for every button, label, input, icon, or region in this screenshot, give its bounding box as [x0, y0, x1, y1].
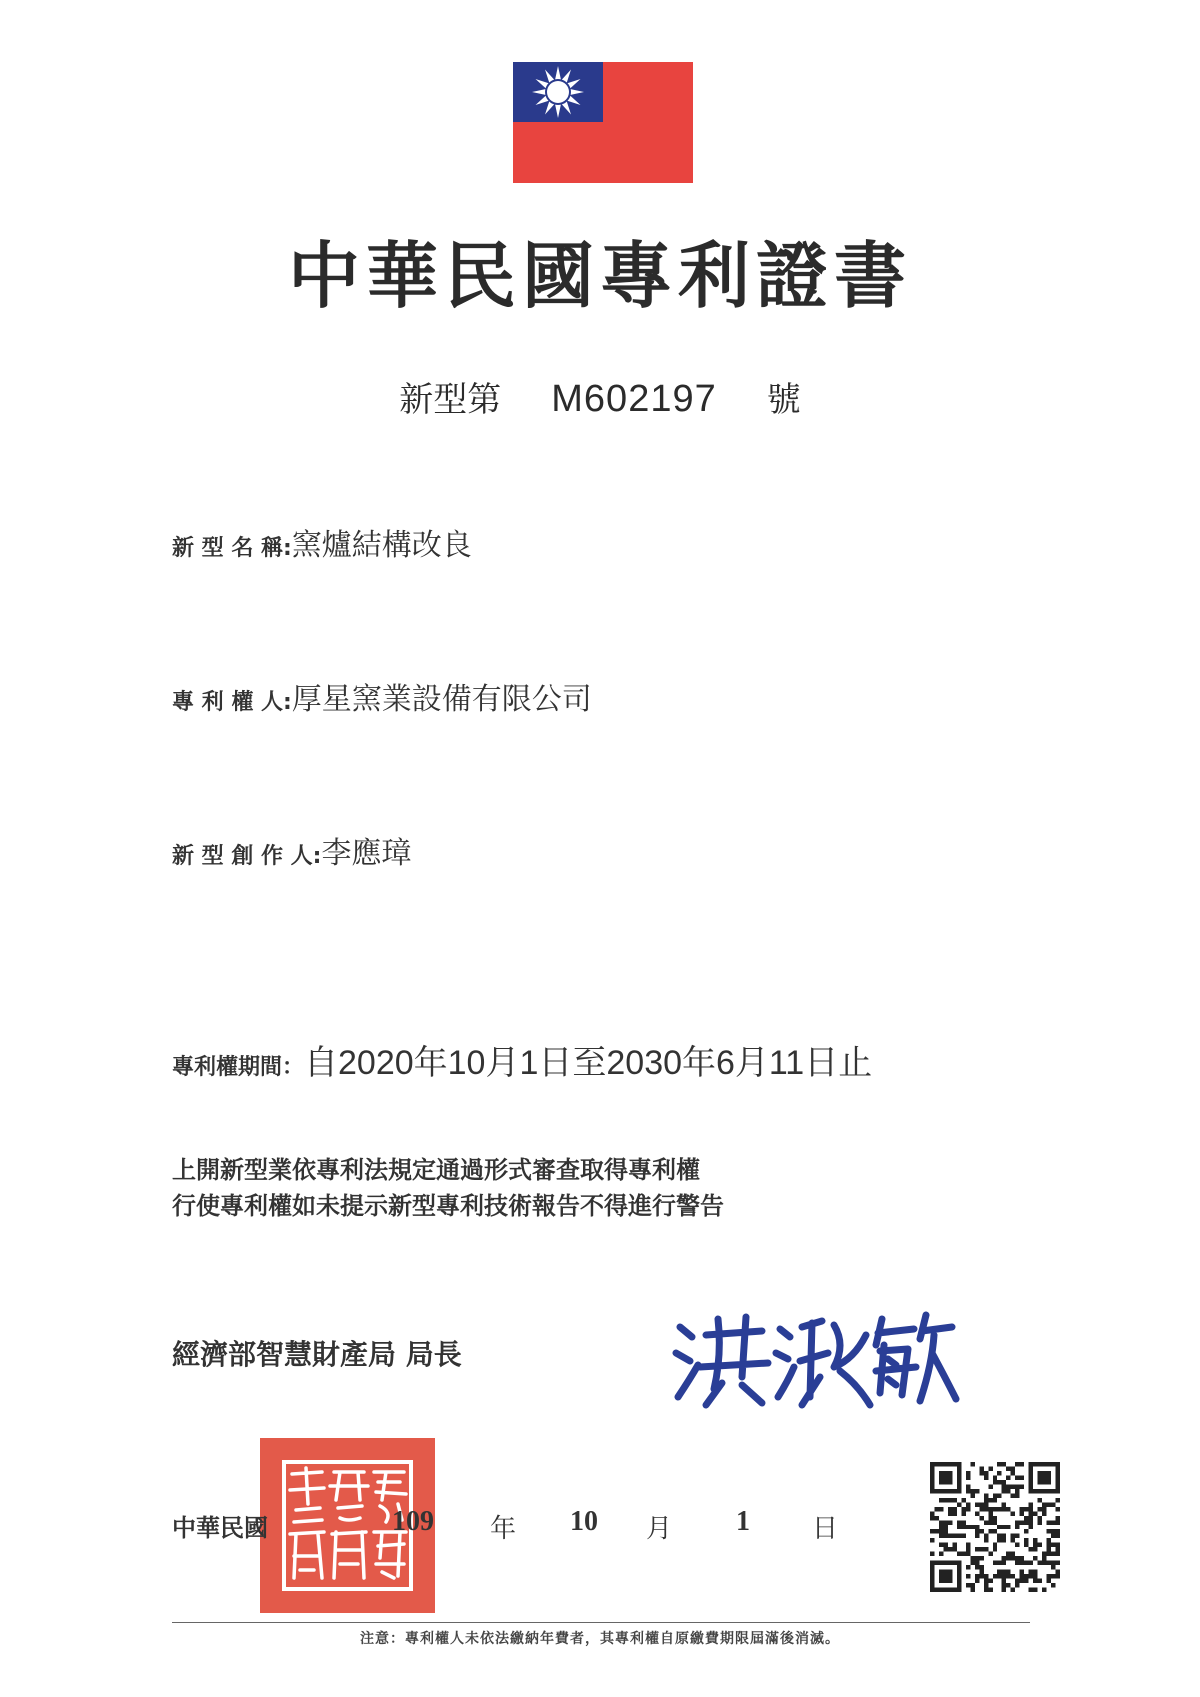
certificate-title: 中華民國專利證書 [287, 233, 912, 318]
notice-line-2: 行使專利權如未提示新型專利技術報告不得進行警告 [172, 1192, 724, 1220]
patent-number-prefix: 新型第 [399, 380, 502, 420]
date-day: 1 [736, 1506, 750, 1537]
qr-code [930, 1462, 1060, 1592]
field-creator [172, 828, 411, 872]
date-day-unit: 日 [812, 1514, 839, 1544]
date-year: 109 [392, 1506, 434, 1537]
date-era: 中華民國 [172, 1514, 268, 1542]
patent-number: M602197 [551, 378, 717, 420]
field-label-creator: 新 型 創 作 人: [172, 844, 322, 869]
white-sun-icon [513, 62, 603, 122]
date-year-unit: 年 [490, 1514, 517, 1544]
date-month: 10 [570, 1506, 598, 1537]
field-value-creator: 李應璋 [321, 836, 412, 871]
patent-term [172, 1035, 872, 1084]
field-value-name: 窯爐結構改良 [291, 528, 472, 563]
term-label: 專利權期間： [172, 1055, 305, 1080]
field-label-holder: 專 利 權 人: [172, 690, 292, 715]
field-creation-name [172, 520, 472, 564]
roc-flag [513, 62, 693, 183]
date-month-unit: 月 [646, 1514, 673, 1544]
notice-line-1: 上開新型業依專利法規定通過形式審查取得專利權 [172, 1156, 700, 1184]
term-value: 自2020年10月1日至2030年6月11日止 [304, 1044, 873, 1082]
office-title: 經濟部智慧財產局 局長 [172, 1338, 462, 1371]
footer-rule [172, 1622, 1030, 1623]
field-value-holder: 厚星窯業設備有限公司 [291, 682, 592, 717]
field-patent-holder [172, 674, 592, 718]
footnote: 注意：專利權人未依法繳納年費者，其專利權自原繳費期限屆滿後消滅。 [360, 1631, 840, 1647]
patent-number-suffix: 號 [766, 380, 801, 420]
director-signature [670, 1305, 960, 1415]
field-label-name: 新 型 名 稱: [172, 536, 292, 561]
patent-number-line [0, 372, 1200, 421]
